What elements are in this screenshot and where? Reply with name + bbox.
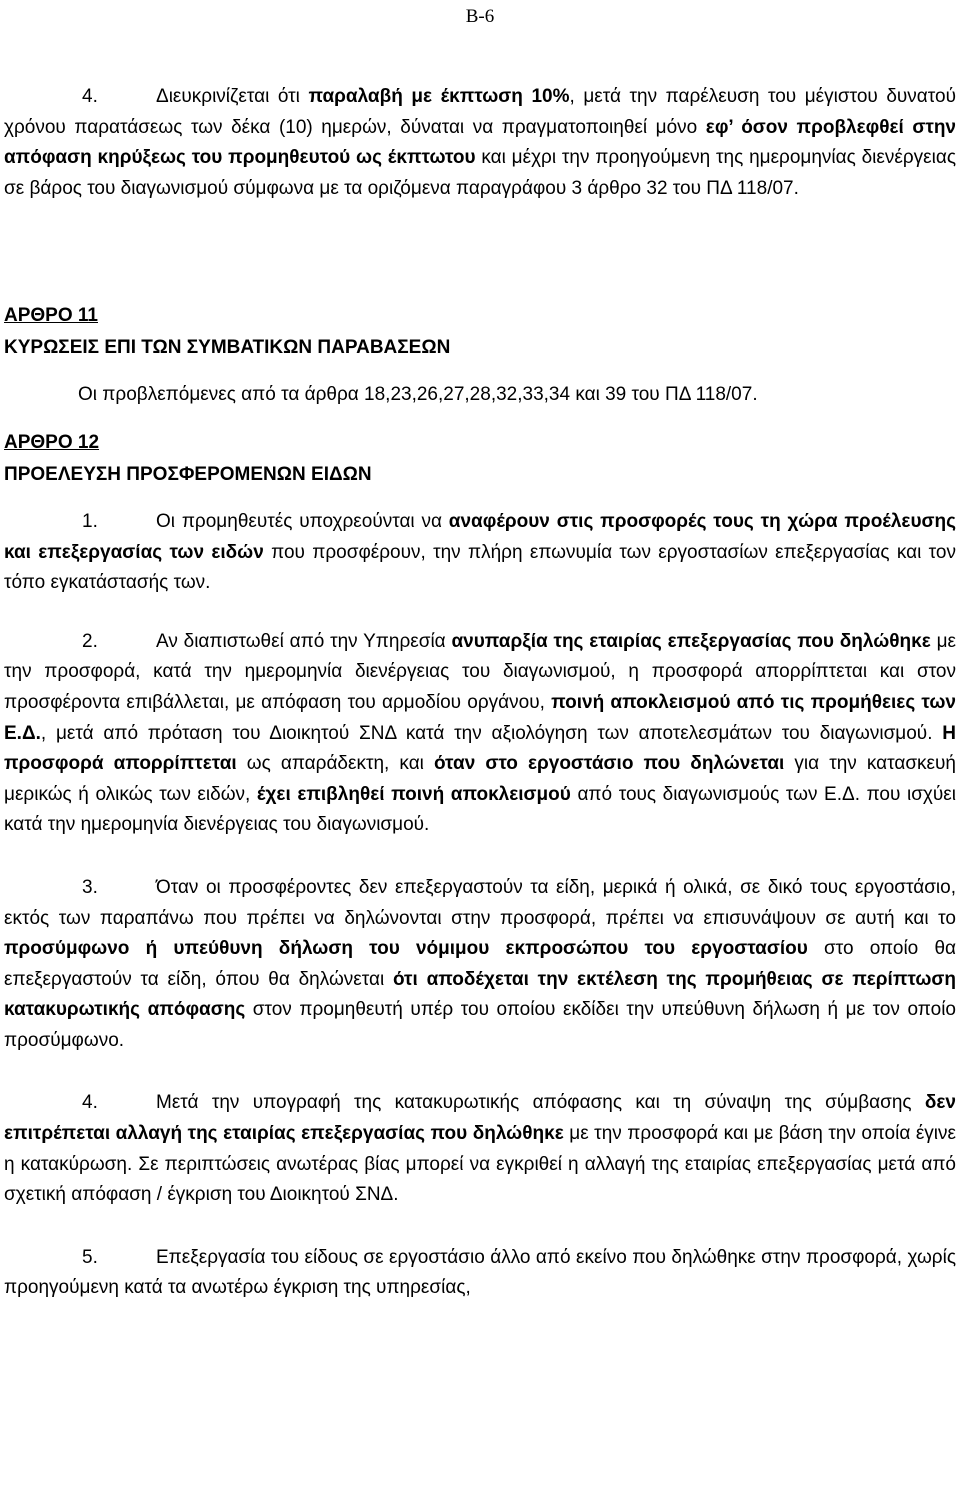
article-12-paragraph-4 — [4, 1088, 956, 1210]
paragraph-prev-4 — [4, 82, 956, 204]
article-12-paragraph-5 — [4, 1243, 956, 1304]
paragraph-text — [4, 631, 956, 836]
article-12-title: ΑΡΘΡΟ 12 — [4, 431, 100, 453]
article-11-subtitle: ΚΥΡΩΣΕΙΣ ΕΠΙ ΤΩΝ ΣΥΜΒΑΤΙΚΩΝ ΠΑΡΑΒΑΣΕΩΝ — [4, 337, 451, 359]
emphasis-text: Η προσφορά απορρίπτεται — [4, 722, 956, 775]
emphasis-text: εφ’ όσον προβλεφθεί στην απόφαση κηρύξεως του προμηθευτού ως έκπτωτου — [4, 116, 956, 169]
text-run: , μετά την παρέλευση του μέγιστου δυνατού χρόνου παρατάσεως των δέκα (10) ημερών, δύναται να πραγματοποιηθεί μόνο — [4, 86, 956, 138]
paragraph-number: 2. — [82, 630, 98, 652]
emphasis-text: παραλαβή με έκπτωση 10% — [308, 86, 570, 107]
document-body — [4, 82, 956, 1304]
paragraph-text — [4, 877, 956, 1051]
article-12-paragraph-2 — [4, 627, 956, 841]
text-run: στον προμηθευτή υπέρ του οποίου εκδίδει την υπεύθυνη δήλωση ή με τον οποίο προσύμφωνο. — [4, 999, 956, 1051]
article-12-subtitle: ΠΡΟΕΛΕΥΣΗ ΠΡΟΣΦΕΡΟΜΕΝΩΝ ΕΙΔΩΝ — [4, 463, 372, 485]
text-run: Διευκρινίζεται ότι — [156, 86, 309, 107]
text-run: με την προσφορά, κατά την ημερομηνία διενέργειας του διαγωνισμού, η προσφορά απορρίπτεται και στον προσφέροντα επιβάλλεται, με απόφαση του αρμοδίου οργάνου, — [4, 630, 956, 713]
emphasis-text: ποινή αποκλεισμού από τις προμήθειες των Ε.Δ. — [4, 691, 956, 744]
text-run: με την προσφορά και με βάση την οποία έγινε η κατακύρωση. Σε περιπτώσεις ανωτέρας βίας μπορεί να εγκριθεί η αλλαγή της εταιρίας επεξεργασίας μετά από σχετική απόφαση / έγκριση του Διοικητού ΣΝΔ. — [4, 1123, 956, 1206]
article-12-paragraph-3 — [4, 873, 956, 1057]
paragraph-number: 1. — [82, 510, 98, 532]
emphasis-text: ανυπαρξία της εταιρίας επεξεργασίας που δηλώθηκε — [451, 630, 931, 652]
paragraph-number: 4. — [82, 1092, 98, 1114]
article-12-paragraph-1 — [4, 507, 956, 599]
text-run: , μετά από πρόταση του Διοικητού ΣΝΔ κατά την αξιολόγηση των αποτελεσμάτων του διαγωνισμού. — [40, 722, 943, 744]
text-run: στο οποίο θα επεξεργαστούν τα είδη, όπου θα δηλώνεται — [4, 938, 956, 990]
paragraph-number: 3. — [82, 876, 98, 898]
article-11-text: Οι προβλεπόμενες από τα άρθρα 18,23,26,27,28,32,33,34 και 39 του ΠΔ 118/07. — [78, 384, 758, 406]
emphasis-text: ότι αποδέχεται την εκτέλεση της προμήθειας σε περίπτωση κατακυρωτικής απόφασης — [4, 968, 956, 1021]
article-11-title: ΑΡΘΡΟ 11 — [4, 305, 98, 327]
text-run: από τους διαγωνισμούς των Ε.Δ. που ισχύει κατά την ημερομηνία διενέργειας του διαγωνισμού. — [4, 783, 956, 836]
page-number: Β-6 — [465, 6, 495, 27]
text-run: για την κατασκευή μερικώς ή ολικώς των ειδών, — [4, 753, 956, 805]
text-run: Αν διαπιστωθεί από την Υπηρεσία — [156, 630, 452, 652]
text-run: Επεξεργασία του είδους σε εργοστάσιο άλλο από εκείνο που δηλώθηκε στην προσφορά, χωρίς προηγούμενη κατά τα ανωτέρω έγκριση της υπηρεσίας, — [4, 1246, 956, 1299]
text-run: Μετά την υπογραφή της κατακυρωτικής απόφασης και τη σύναψη της σύμβασης — [156, 1092, 925, 1114]
emphasis-text: προσύμφωνο ή υπεύθυνη δήλωση του νόμιμου εκπροσώπου του εργοστασίου — [4, 938, 808, 960]
emphasis-text: έχει επιβληθεί ποινή αποκλεισμού — [256, 783, 571, 805]
emphasis-text: αναφέρουν στις προσφορές τους τη χώρα προέλευσης και επεξεργασίας των ειδών — [4, 510, 956, 563]
emphasis-text: όταν στο εργοστάσιο που δηλώνεται — [433, 753, 785, 775]
paragraph-number: 5. — [82, 1246, 98, 1268]
text-run: Όταν οι προσφέροντες δεν επεξεργαστούν τα είδη, μερικά ή ολικά, σε δικό τους εργοστάσιο, εκτός των παραπάνω που πρέπει να δηλώνονται στην προσφορά, πρέπει να επισυνάψουν σε αυτή και το — [4, 876, 956, 929]
text-run: ως απαράδεκτη, και — [236, 753, 434, 775]
paragraph-number: 4. — [82, 86, 98, 107]
text-run: και μέχρι την προηγούμενη της ημερομηνίας διενέργειας σε βάρος του διαγωνισμού σύμφωνα με τα οριζόμενα παραγράφου 3 άρθρο 32 του ΠΔ 118/07. — [4, 147, 956, 199]
text-run: που προσφέρουν, την πλήρη επωνυμία των εργοστασίων επεξεργασίας και τον τόπο εγκατάστασής των. — [4, 541, 956, 594]
text-run: Οι προμηθευτές υποχρεούνται να — [156, 510, 449, 532]
emphasis-text: δεν επιτρέπεται αλλαγή της εταιρίας επεξεργασίας που δηλώθηκε — [4, 1092, 956, 1145]
